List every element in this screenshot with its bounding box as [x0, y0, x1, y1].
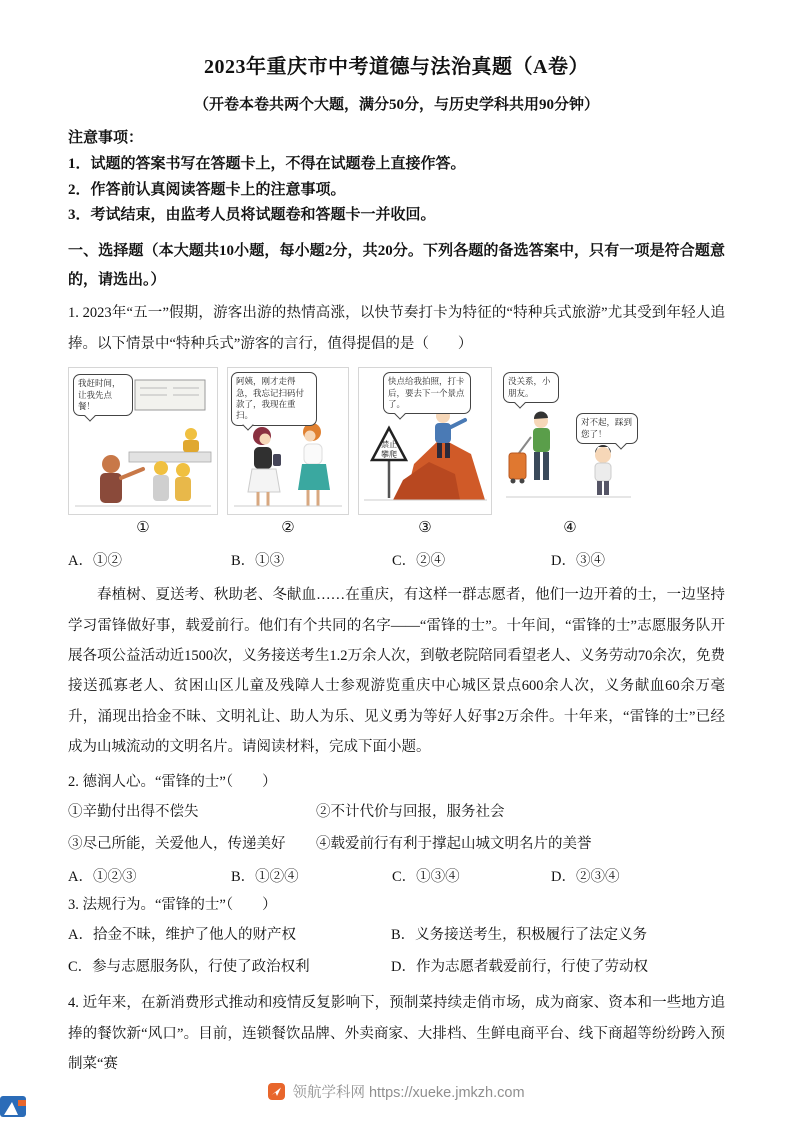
question-3-text: 3. 法规行为。“雷锋的士”（ ） [68, 896, 277, 913]
question-3-options-row-1 [68, 920, 725, 952]
q2-statement-2: ②不计代价与回报，服务社会 [316, 804, 505, 821]
q1-option-c: C．②④ [392, 553, 446, 570]
panel-label-4: ④ [563, 520, 577, 537]
section-one-header: 一、选择题（本大题共10小题，每小题2分，共20分。下列各题的备选答案中，只有一项是符合题意的，请选出。） [68, 243, 725, 288]
notice-block [68, 126, 725, 229]
comic-panel-wrap-2 [227, 367, 349, 537]
q2-statement-1: ①辛勤付出得不偿失 [68, 804, 199, 821]
q2-option-c: C．①③④ [392, 868, 460, 885]
question-2-statements-row-1 [68, 797, 725, 829]
question-1-options [68, 549, 725, 570]
notice-header: 注意事项： [68, 130, 144, 146]
notice-item-3: 3．考试结束，由监考人员将试题卷和答题卡一并收回。 [68, 207, 436, 224]
q3-option-d: D．作为志愿者载爱前行，行使了劳动权 [391, 959, 648, 976]
q3-option-a: A．拾金不昧，维护了他人的财产权 [68, 927, 296, 944]
xueke-site-logo-icon [268, 1083, 285, 1100]
notice-item-2: 2．作答前认真阅读答题卡上的注意事项。 [68, 181, 346, 198]
corner-logo-icon [0, 1093, 30, 1122]
q2-statement-3: ③尽己所能，关爱他人，传递美好 [68, 836, 286, 853]
reading-passage: 春植树、夏送考、秋助老、冬献血……在重庆，有这样一群志愿者，他们一边开着的士，一边坚持学习雷锋做好事，载爱前行。他们有个共同的名字——“雷锋的士”。十年间，“雷锋的士”志愿服务队开展各项公益活动近1500次，义务接送考生1.2万余人次，到敬老院陪同看望老人、义务劳动70余次，免费接送孤寡老人、贫困山区儿童及残障人士参观游览重庆中心城区景点600余人次，义务献血60余万毫升，涌现出拾金不昧、文明礼让、助人为乐、见义勇为等好人好事2万余件。十年来，“雷锋的士”已经成为山城流动的文明名片。请阅读材料，完成下面小题。 [68, 587, 725, 756]
comic-panel-wrap-3 [358, 367, 492, 537]
q2-statement-4: ④载爱前行有利于撑起山城文明名片的美誉 [316, 836, 592, 853]
speech-bubble-4-left: 没关系，小朋友。 [503, 372, 559, 403]
comic-panel-1 [68, 367, 218, 515]
q1-option-d: D．③④ [551, 553, 605, 570]
question-2-options [68, 865, 725, 886]
q2-option-a: A．①②③ [68, 868, 137, 885]
question-1-text: 1. 2023年“五一”假期，游客出游的热情高涨，以快节奏打卡为特征的“特种兵式旅游”尤其受到年轻人追捧。以下情景中“特种兵式”游客的言行，值得提倡的是（ ） [68, 305, 725, 352]
footer-watermark [0, 1081, 793, 1102]
comic-panel-2 [227, 367, 349, 515]
panel-label-1: ① [136, 520, 150, 537]
speech-bubble-3: 快点给我拍照，打卡后，要去下一个景点了。 [383, 372, 471, 414]
q2-option-d: D．②③④ [551, 868, 620, 885]
question-2-text: 2. 德润人心。“雷锋的士”（ ） [68, 773, 277, 790]
page-subtitle: （开卷本卷共两个大题，满分50分，与历史学科共用90分钟） [193, 97, 599, 113]
speech-bubble-2: 阿姨，刚才走得急，我忘记扫码付款了，我现在重扫。 [231, 372, 317, 426]
question-4-text: 4. 近年来，在新消费形式推动和疫情反复影响下，预制菜持续走俏市场，成为商家、资本和一些地方追捧的餐饮新“风口”。目前，连锁餐饮品牌、外卖商家、大排档、生鲜电商平台、线下商超等纷纷跨入预制菜“赛 [68, 995, 725, 1072]
panel-label-3: ③ [418, 520, 432, 537]
page-title: 2023年重庆市中考道德与法治真题（A卷） [204, 56, 589, 78]
comic-panel-wrap-1 [68, 367, 218, 537]
question-3-options-row-2 [68, 952, 725, 984]
speech-bubble-1: 我赶时间，让我先点餐！ [73, 374, 133, 416]
comic-panel-4 [501, 367, 639, 515]
q3-option-b: B．义务接送考生，积极履行了法定义务 [391, 927, 648, 944]
comic-panel-wrap-4 [501, 367, 639, 537]
question-2-statements-row-2 [68, 829, 725, 861]
notice-item-1: 1．试题的答案书写在答题卡上，不得在试题卷上直接作答。 [68, 155, 466, 172]
speech-bubble-4-right: 对不起，踩到您了！ [576, 413, 638, 444]
no-climbing-sign-text-1: 禁止 [381, 440, 397, 450]
q1-comic-strip [68, 367, 725, 537]
q2-option-b: B．①②④ [231, 868, 299, 885]
q1-option-b: B．①③ [231, 553, 285, 570]
no-climbing-sign-text-2: 攀爬 [381, 450, 397, 460]
panel-label-2: ② [281, 520, 295, 537]
comic-panel-3 [358, 367, 492, 515]
q1-option-a: A．①② [68, 553, 122, 570]
q3-option-c: C．参与志愿服务队，行使了政治权利 [68, 959, 310, 976]
footer-site-text: 领航学科网 https://xueke.jmkzh.com [292, 1085, 525, 1101]
